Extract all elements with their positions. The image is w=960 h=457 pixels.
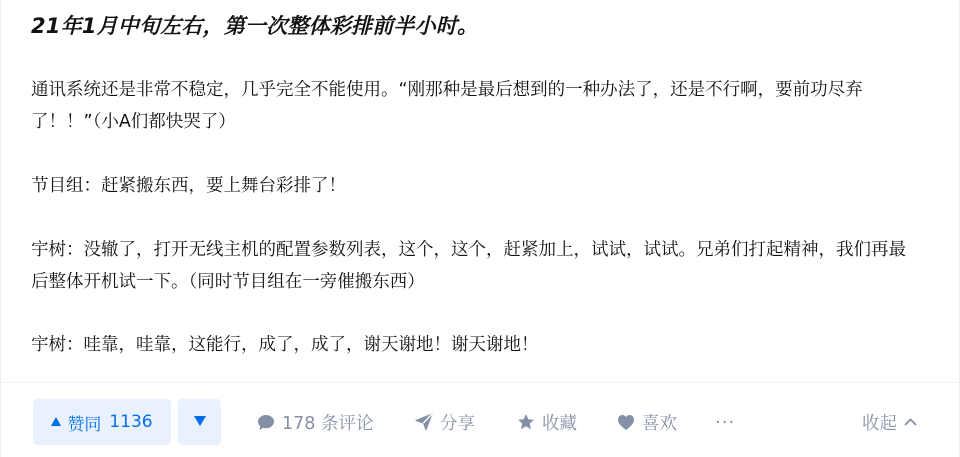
action-bar — [1, 383, 960, 457]
paper-plane-icon — [415, 413, 433, 431]
upvote-count: 1136 — [109, 412, 153, 432]
paragraph-4: 宇树：哇靠，哇靠，这能行，成了，成了，谢天谢地！谢天谢地！ — [31, 335, 539, 355]
paragraph-3: 宇树：没辙了，打开无线主机的配置参数列表，这个，这个，赶紧加上，试试，试试。兄弟们打起精神，我们再最后整体开机试一下。（同时节目组在一旁催搬东西） — [31, 240, 906, 292]
section-heading: 21年1月中旬左右，第一次整体彩排前半小时。 — [31, 14, 479, 38]
collapse-label: 收起 — [862, 413, 897, 434]
favorite-button[interactable] — [517, 399, 577, 445]
upvote-label: 赞同 — [67, 414, 102, 435]
comment-label: 178 条评论 — [282, 413, 374, 434]
more-options-button[interactable] — [715, 399, 735, 445]
like-label: 喜欢 — [642, 413, 677, 434]
heart-icon — [617, 414, 635, 431]
downvote-button[interactable] — [178, 399, 221, 445]
favorite-label: 收藏 — [542, 413, 577, 434]
comment-button[interactable] — [257, 399, 373, 445]
share-label: 分享 — [440, 413, 475, 434]
comment-bubble-icon — [257, 414, 275, 431]
more-label: ··· — [715, 411, 736, 433]
triangle-down-icon — [194, 415, 206, 429]
triangle-up-icon — [51, 416, 61, 429]
paragraph-1: 通讯系统还是非常不稳定，几乎完全不能使用。“刚那种是最后想到的一种办法了，还是不行啊，要前功尽弃了！！”（小A们都快哭了） — [31, 80, 863, 132]
like-button[interactable] — [617, 399, 677, 445]
share-button[interactable] — [415, 399, 475, 445]
collapse-button[interactable] — [862, 399, 917, 445]
chevron-up-icon — [904, 418, 917, 426]
star-icon — [517, 413, 535, 431]
paragraph-2: 节目组：赶紧搬东西，要上舞台彩排了！ — [31, 176, 346, 196]
upvote-button[interactable] — [33, 399, 171, 445]
